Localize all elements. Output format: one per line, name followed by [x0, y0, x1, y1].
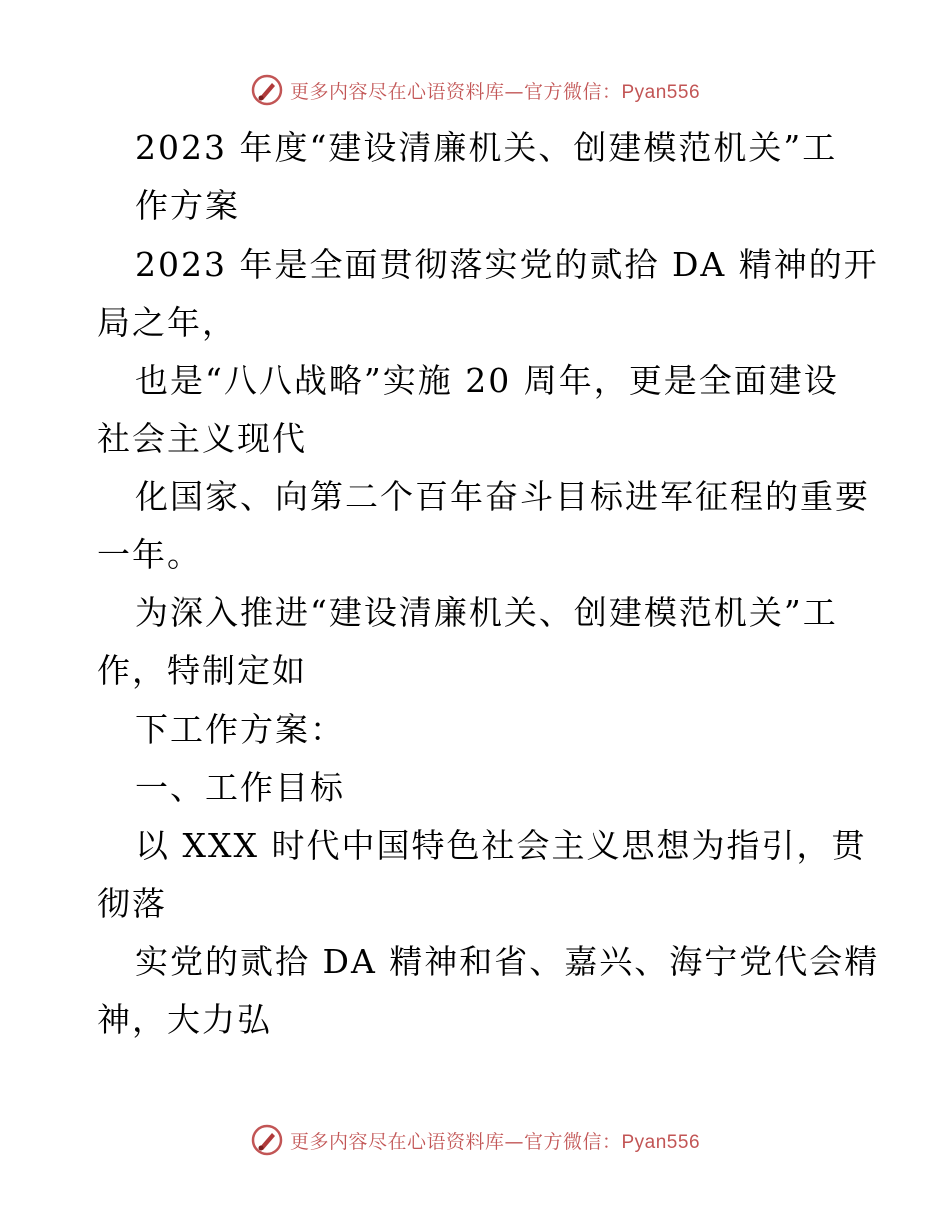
doc-title-line-2: 作方案: [135, 186, 240, 225]
watermark-text: 更多内容尽在心语资料库—官方微信：Pyan556: [289, 80, 701, 103]
paragraph-line: 下工作方案：: [135, 710, 345, 749]
paragraph-line: 局之年，: [97, 303, 237, 342]
header-watermark: [0, 70, 950, 110]
doc-title-line-1: 2023 年度“建设清廉机关、创建模范机关”工: [135, 128, 838, 167]
paragraph-line: 2023 年是全面贯彻落实党的贰拾 DA 精神的开: [135, 245, 879, 284]
paragraph-line: 化国家、向第二个百年奋斗目标进军征程的重要: [135, 477, 870, 516]
paragraph-line: 为深入推进“建设清廉机关、创建模范机关”工: [135, 593, 838, 632]
pen-logo-icon: [250, 1123, 284, 1157]
paragraph-line: 彻落: [97, 884, 167, 923]
watermark-text: 更多内容尽在心语资料库—官方微信：Pyan556: [289, 1130, 701, 1153]
paragraph-line: 以 XXX 时代中国特色社会主义思想为指引，贯: [135, 826, 867, 865]
section-heading: 一、工作目标: [135, 768, 345, 807]
footer-watermark: [0, 1120, 950, 1160]
paragraph-line: 神，大力弘: [97, 1000, 272, 1039]
paragraph-line: 一年。: [97, 535, 202, 574]
paragraph-line: 实党的贰拾 DA 精神和省、嘉兴、海宁党代会精: [135, 942, 880, 981]
pen-logo-icon: [250, 73, 284, 107]
paragraph-line: 作，特制定如: [97, 651, 307, 690]
paragraph-line: 也是“八八战略”实施 20 周年，更是全面建设: [135, 361, 839, 400]
paragraph-line: 社会主义现代: [97, 419, 307, 458]
